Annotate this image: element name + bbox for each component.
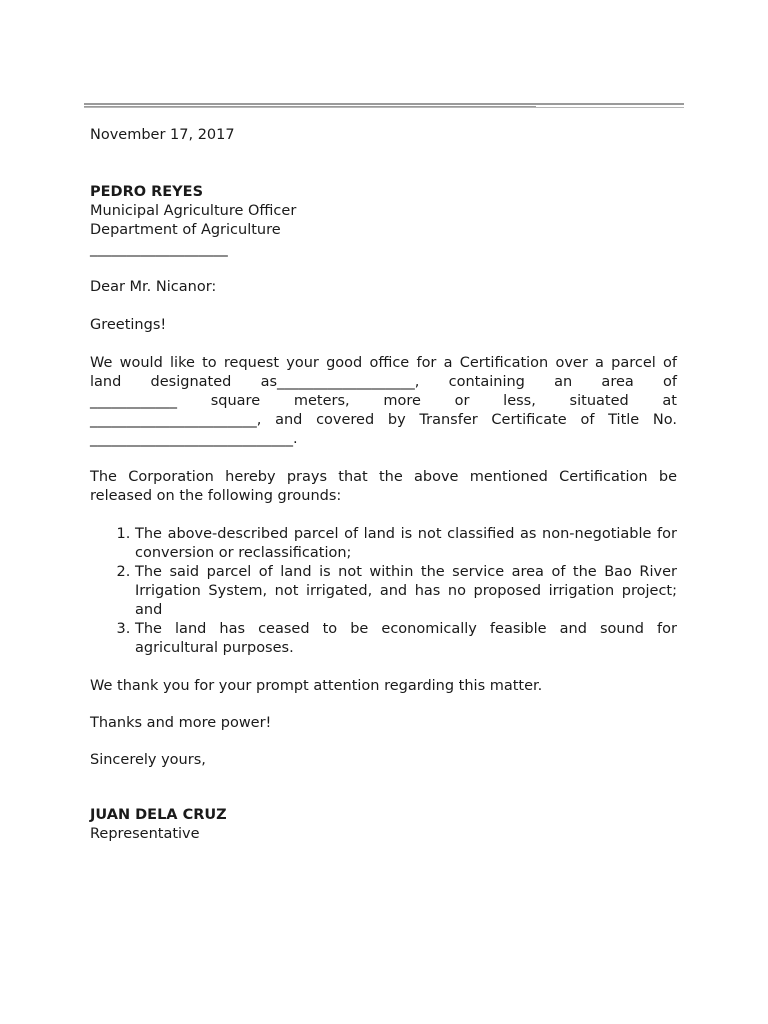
- signatory-name: JUAN DELA CRUZ: [90, 807, 227, 823]
- spacer: [90, 259, 677, 278]
- greeting: Greetings!: [90, 317, 167, 333]
- letter-date: November 17, 2017: [90, 127, 235, 143]
- list-item: 3. The land has ceased to be economically feasible and sound for agricultural purposes.: [135, 620, 677, 658]
- header-rule-top: [84, 103, 684, 105]
- request-line-4: _______________________, and covered by Transfer Certificate of Title No.: [90, 412, 677, 428]
- request-line-3: ____________ square meters, more or less, situated at: [90, 393, 677, 409]
- request-line-2: land designated as___________________, containing an area of: [90, 374, 677, 390]
- list-item: 1. The above-described parcel of land is not classified as non-negotiable for conversion or reclassification;: [135, 525, 677, 563]
- spacer: [90, 297, 677, 316]
- spacer: [90, 335, 677, 354]
- spacer: [90, 658, 677, 677]
- signatory-title: Representative: [90, 826, 200, 842]
- header-rule-bottom: [84, 107, 684, 108]
- recipient-name: PEDRO REYES: [90, 184, 204, 200]
- recipient-title: Municipal Agriculture Officer: [90, 203, 297, 219]
- letter-body: [90, 126, 677, 844]
- power-line: Thanks and more power!: [90, 715, 272, 731]
- grounds-paragraph: The Corporation hereby prays that the above mentioned Certification be released on the following grounds:: [90, 469, 677, 504]
- recipient-address-blank: ___________________: [90, 241, 228, 257]
- salutation: Dear Mr. Nicanor:: [90, 279, 217, 295]
- spacer: [90, 696, 677, 714]
- grounds-list: [90, 525, 677, 658]
- spacer: [90, 770, 677, 806]
- request-line-1: We would like to request your good office for a Certification over a parcel of: [90, 355, 677, 371]
- spacer: [90, 145, 677, 183]
- spacer: [90, 733, 677, 751]
- spacer: [90, 506, 677, 525]
- thanks-line: We thank you for your prompt attention regarding this matter.: [90, 678, 543, 694]
- request-paragraph: [90, 354, 677, 449]
- request-line-5: ____________________________.: [90, 431, 298, 447]
- recipient-department: Department of Agriculture: [90, 222, 281, 238]
- closing-line: Sincerely yours,: [90, 752, 206, 768]
- list-item: 2. The said parcel of land is not within the service area of the Bao River Irrigation System, not irrigated, and has no proposed irrigation project; and: [135, 563, 677, 620]
- spacer: [90, 449, 677, 468]
